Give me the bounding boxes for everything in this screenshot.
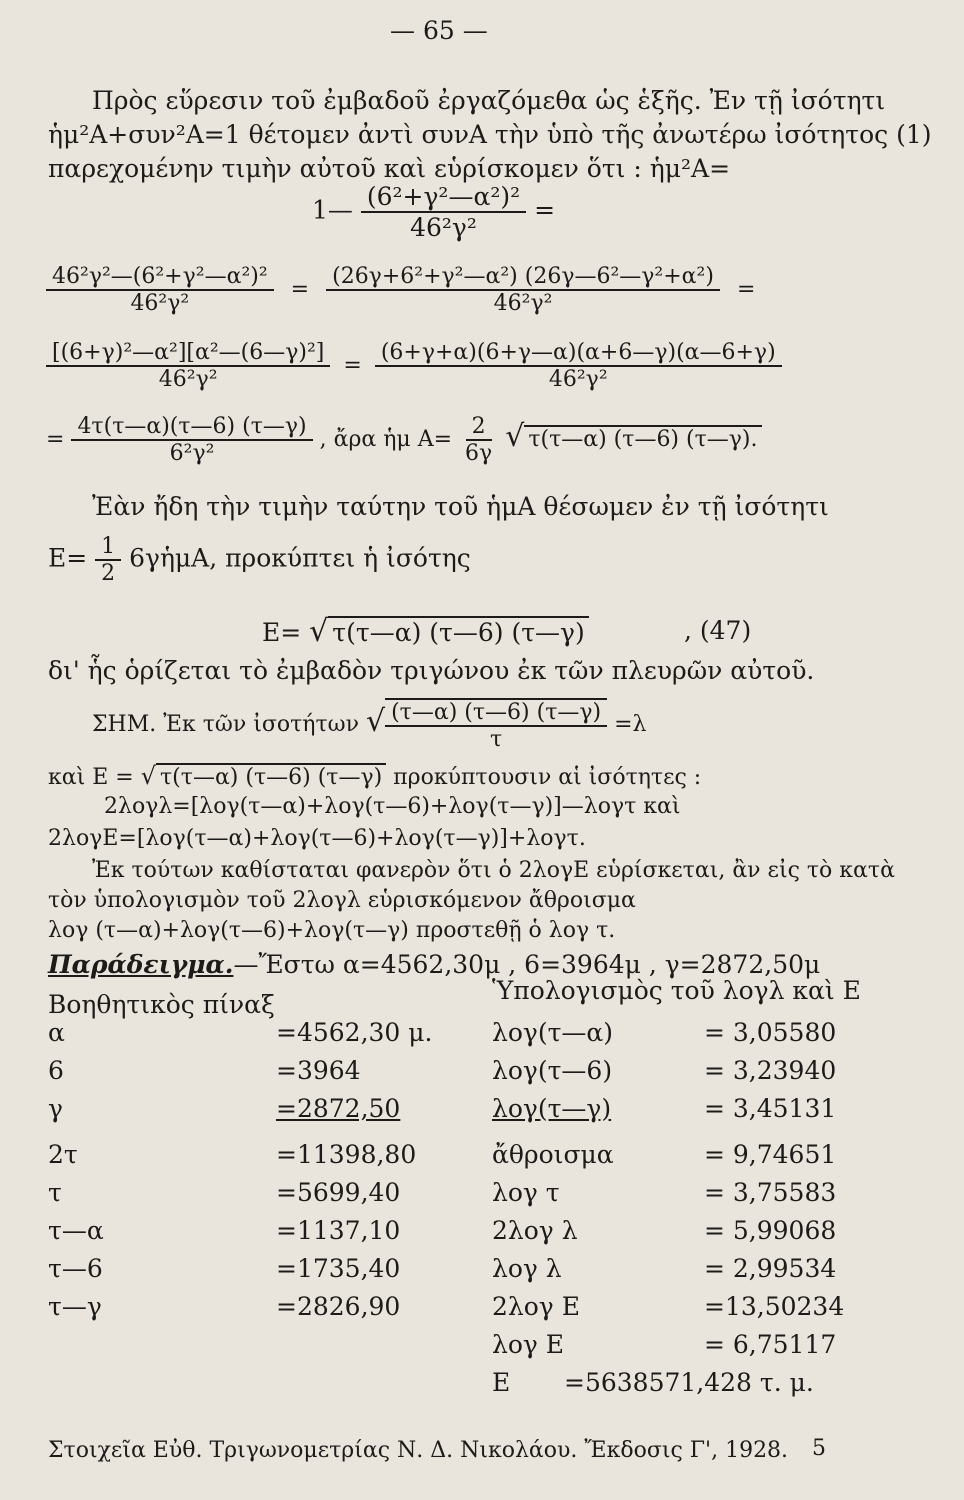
calc-name: λογ τ	[492, 1178, 560, 1207]
eq1-tail: =	[534, 195, 556, 225]
note-lead: ΣΗΜ. Ἐκ τῶν ἰσοτήτων	[92, 712, 359, 737]
eq5-numerator: 1	[95, 534, 121, 561]
calc-row	[492, 1014, 932, 1052]
aux-symbol: τ	[48, 1178, 62, 1207]
calc-value: = 2,99534	[704, 1254, 837, 1283]
note-line-2	[48, 762, 701, 790]
calc-row	[492, 1326, 932, 1364]
aux-value: =1735,40	[276, 1254, 401, 1283]
aux-symbol: τ—γ	[48, 1292, 102, 1321]
eq4-lead: =	[46, 427, 65, 452]
aux-row	[48, 1128, 448, 1174]
aux-value: =2826,90	[276, 1292, 401, 1321]
eq4-coef-denominator: 6γ	[465, 441, 493, 466]
aux-symbol: 2τ	[48, 1140, 78, 1169]
eq4-radicand: τ(τ—α) (τ—6) (τ—γ).	[524, 425, 761, 452]
aux-value: =2872,50	[276, 1094, 401, 1123]
calc-row	[492, 1052, 932, 1090]
calc-name: 2λογ λ	[492, 1216, 578, 1245]
example-title: Παράδειγμα.	[48, 950, 234, 979]
calc-table	[492, 1014, 932, 1402]
sqrt-symbol-icon: √	[505, 419, 525, 454]
calc-row	[492, 1128, 932, 1174]
aux-row	[48, 1052, 448, 1090]
equation-4	[46, 414, 762, 466]
eq2-left-denominator: 46²γ²	[130, 291, 190, 316]
equation-2	[46, 264, 755, 316]
calc-row	[492, 1090, 932, 1128]
note-line-5: Ἐκ τούτων καθίσταται φανερὸν ὅτι ὁ 2λογΕ εὑρίσκεται, ἂν εἰς τὸ κατὰ	[92, 858, 895, 883]
eq6-radicand: τ(τ—α) (τ—6) (τ—γ)	[328, 616, 588, 647]
eq4-text: , ἄρα ἡμ Α=	[319, 427, 453, 452]
calc-name: λογ(τ—γ)	[492, 1094, 612, 1123]
eq2-right-fraction	[326, 264, 720, 316]
calc-name: ἄθροισμα	[492, 1140, 614, 1169]
eq3-left-fraction	[46, 340, 330, 392]
calc-value: = 6,75117	[704, 1330, 837, 1359]
calc-row	[492, 1174, 932, 1212]
note-line-2-radicand: τ(τ—α) (τ—6) (τ—γ)	[156, 763, 386, 790]
eq2-right-denominator: 46²γ²	[493, 291, 553, 316]
eq1-numerator: (6²+γ²—α²)²	[361, 182, 526, 213]
footer-citation: Στοιχεῖα Εὐθ. Τριγωνομετρίας Ν. Δ. Νικολάου. Ἔκδοσις Γ', 1928.	[48, 1438, 789, 1463]
paragraph-3: δι' ἧς ὁρίζεται τὸ ἐμβαδὸν τριγώνου ἐκ τῶν πλευρῶν αὐτοῦ.	[48, 656, 815, 685]
note-line-2-pre: καὶ Ε =	[48, 765, 141, 790]
equation-5	[48, 534, 471, 586]
eq3-right-denominator: 46²γ²	[548, 367, 608, 392]
eq3-left-denominator: 46²γ²	[158, 367, 218, 392]
calc-row	[492, 1288, 932, 1326]
aux-table	[48, 1014, 448, 1326]
aux-row	[48, 1174, 448, 1212]
aux-row	[48, 1288, 448, 1326]
calc-table-header: Ὑπολογισμὸς τοῦ λογλ καὶ Ε	[492, 976, 861, 1005]
calc-value: = 3,45131	[704, 1094, 837, 1123]
intro-line-2: ἡμ²Α+συν²Α=1 θέτομεν ἀντὶ συνΑ τὴν ὑπὸ τῆς ἀνωτέρω ἰσότητος (1)	[48, 120, 932, 149]
paragraph-2: Ἐὰν ἤδη τὴν τιμὴν ταύτην τοῦ ἡμΑ θέσωμεν ἐν τῇ ἰσότητι	[92, 492, 829, 521]
aux-symbol: γ	[48, 1094, 63, 1123]
eq4-fraction	[71, 414, 312, 466]
calc-name: λογ Ε	[492, 1330, 565, 1359]
calc-name: Ε	[492, 1368, 511, 1397]
aux-value: =5699,40	[276, 1178, 401, 1207]
note-equation	[92, 698, 646, 752]
note-fraction	[385, 698, 607, 752]
eq2-tail: =	[736, 277, 756, 302]
aux-row	[48, 1090, 448, 1128]
note-numerator: (τ—α) (τ—6) (τ—γ)	[385, 700, 607, 727]
eq3-left-numerator: [(6+γ)²—α²][α²—(6—γ)²]	[46, 340, 330, 367]
eq5-denominator: 2	[101, 561, 116, 586]
note-line-3: 2λογλ=[λογ(τ—α)+λογ(τ—6)+λογ(τ—γ)]—λογτ καὶ	[104, 794, 681, 819]
aux-symbol: 6	[48, 1056, 64, 1085]
example-line	[48, 950, 820, 979]
eq4-coef-fraction	[459, 414, 498, 466]
eq2-equals: =	[290, 277, 310, 302]
aux-row	[48, 1250, 448, 1288]
eq3-right-numerator: (6+γ+α)(6+γ—α)(α+6—γ)(α—6+γ)	[375, 340, 782, 367]
equation-1	[312, 182, 555, 242]
calc-name: λογ(τ—6)	[492, 1056, 613, 1085]
aux-symbol: τ—α	[48, 1216, 104, 1245]
note-line-6: τὸν ὑπολογισμὸν τοῦ 2λογλ εὑρισκόμενον ἄθροισμα	[48, 888, 636, 913]
example-text: —Ἔστω α=4562,30μ , 6=3964μ , γ=2872,50μ	[233, 950, 821, 979]
equation-3	[46, 340, 782, 392]
page-number: — 65 —	[390, 16, 488, 45]
eq2-left-fraction	[46, 264, 274, 316]
calc-value: = 3,23940	[704, 1056, 837, 1085]
equation-6	[262, 614, 589, 649]
aux-symbol: α	[48, 1018, 65, 1047]
sqrt-symbol-icon: √	[309, 614, 329, 649]
aux-row	[48, 1212, 448, 1250]
calc-value: = 3,05580	[704, 1018, 837, 1047]
aux-value: =3964	[276, 1056, 361, 1085]
aux-symbol: τ—6	[48, 1254, 103, 1283]
note-tail: =λ	[614, 712, 647, 737]
eq5-lead: Ε=	[48, 543, 88, 573]
calc-value: = 3,75583	[704, 1178, 837, 1207]
eq2-right-numerator: (26γ+6²+γ²—α²) (26γ—6²—γ²+α²)	[326, 264, 720, 291]
eq4-numerator: 4τ(τ—α)(τ—6) (τ—γ)	[71, 414, 312, 441]
aux-value: =11398,80	[276, 1140, 417, 1169]
calc-row	[492, 1364, 932, 1402]
calc-row	[492, 1250, 932, 1288]
note-line-7: λογ (τ—α)+λογ(τ—6)+λογ(τ—γ) προστεθῇ ὁ λογ τ.	[48, 918, 616, 943]
sqrt-symbol-icon: √	[365, 704, 386, 739]
eq4-coef-numerator: 2	[466, 414, 492, 441]
calc-row	[492, 1212, 932, 1250]
aux-row	[48, 1014, 448, 1052]
aux-table-header: Βοηθητικὸς πίναξ	[48, 990, 275, 1019]
calc-value: =13,50234	[704, 1292, 845, 1321]
equation-number: , (47)	[684, 616, 752, 645]
eq1-lead: 1—	[312, 195, 353, 225]
intro-line-1: Πρὸς εὕρεσιν τοῦ ἐμβαδοῦ ἐργαζόμεθα ὡς ἑξῆς. Ἐν τῇ ἰσότητι	[92, 86, 886, 115]
eq5-fraction	[95, 534, 121, 586]
note-line-2-post: προκύπτουσιν αἱ ἰσότητες :	[386, 765, 702, 790]
eq4-denominator: 6²γ²	[169, 441, 215, 466]
calc-value: = 9,74651	[704, 1140, 837, 1169]
intro-line-3: παρεχομένην τιμὴν αὐτοῦ καὶ εὑρίσκομεν ὅτι : ἡμ²Α=	[48, 154, 731, 183]
calc-value: =5638571,428 τ. μ.	[564, 1368, 814, 1397]
eq1-fraction	[361, 182, 526, 242]
eq6-lead: Ε=	[262, 618, 302, 647]
calc-name: λογ λ	[492, 1254, 562, 1283]
eq1-denominator: 46²γ²	[410, 213, 477, 242]
calc-value: = 5,99068	[704, 1216, 837, 1245]
signature-mark: 5	[812, 1436, 826, 1461]
eq3-equals: =	[343, 353, 362, 378]
aux-value: =1137,10	[276, 1216, 401, 1245]
eq3-right-fraction	[375, 340, 782, 392]
eq5-text: 6γἡμΑ, προκύπτει ἡ ἰσότης	[129, 543, 471, 573]
calc-name: λογ(τ—α)	[492, 1018, 614, 1047]
calc-name: 2λογ Ε	[492, 1292, 580, 1321]
eq2-left-numerator: 46²γ²—(6²+γ²—α²)²	[46, 264, 274, 291]
sqrt-symbol-icon: √	[140, 762, 157, 790]
aux-value: =4562,30 μ.	[276, 1018, 433, 1047]
note-denominator: τ	[490, 727, 503, 752]
note-line-4: 2λογΕ=[λογ(τ—α)+λογ(τ—6)+λογ(τ—γ)]+λογτ.	[48, 826, 586, 851]
